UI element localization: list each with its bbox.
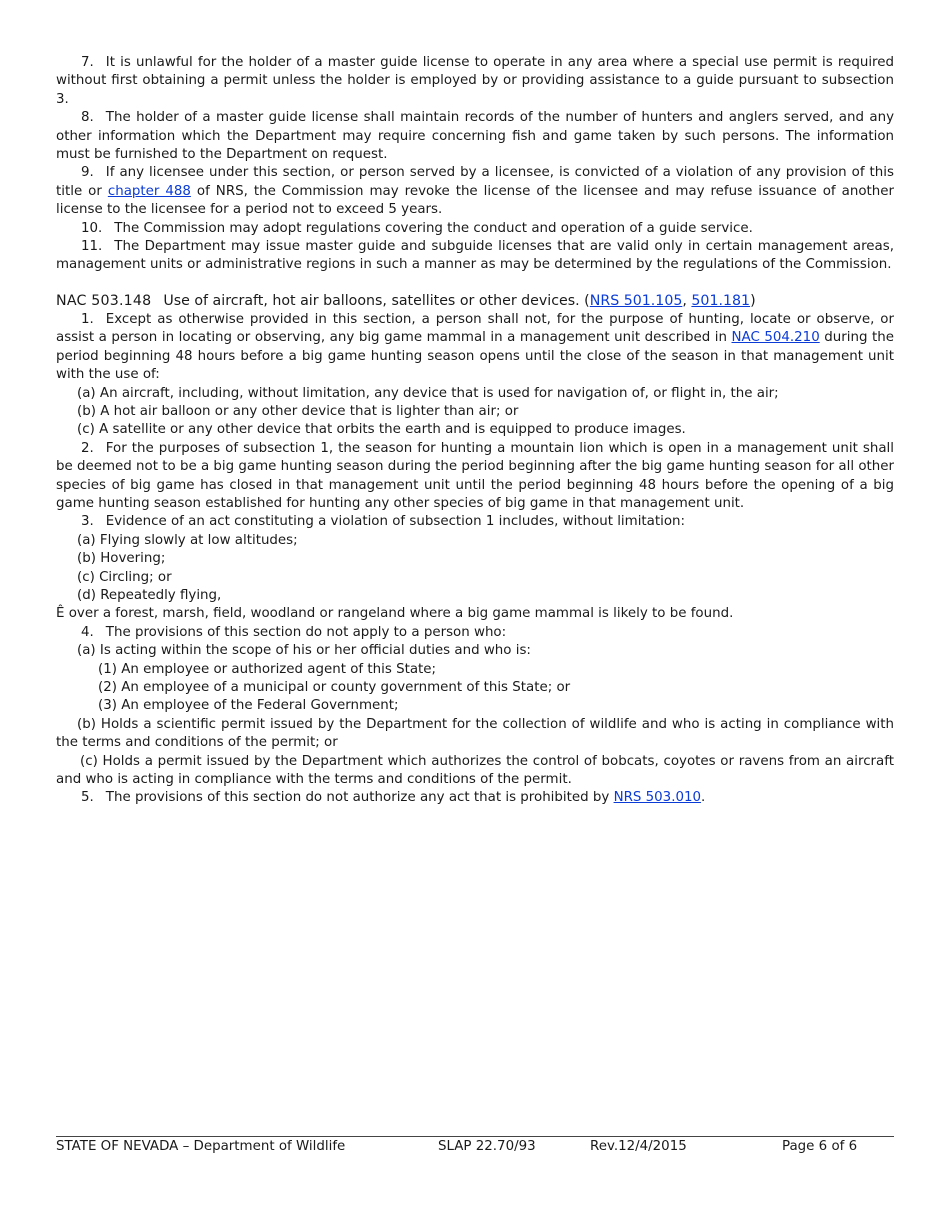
nrs-503-010-link[interactable]: NRS 503.010 — [613, 790, 702, 806]
item-10: 10. The Commission may adopt regulations covering the conduct and operation of a guide service. — [81, 220, 753, 236]
item-7: 7. It is unlawful for the holder of a master guide license to operate in any area where a special use permit is required without first obtaining a permit unless the holder is employed by or providing assistance to a guide pursuant to subsection 3. — [56, 55, 894, 107]
nrs-501-105-link[interactable]: NRS 501.105 — [589, 292, 683, 309]
subsection-3-d: (d) Repeatedly flying, — [77, 587, 222, 603]
footer-agency: STATE OF NEVADA – Department of Wildlife — [56, 1139, 346, 1154]
subsection-3-a: (a) Flying slowly at low altitudes; — [77, 532, 298, 548]
footer-slap: SLAP 22.70/93 — [438, 1139, 536, 1154]
subsection-5: 5. The provisions of this section do not authorize any act that is prohibited by NRS 503.010. — [81, 790, 706, 806]
document-body — [56, 54, 894, 808]
item-9: 9. If any licensee under this section, or person served by a licensee, is convicted of a violation of any provision of this title or chapter 488 of NRS, the Commission may revoke the license of the licensee and may refuse issuance of another license to the licensee for a period not to exceed 5 years. — [56, 165, 894, 218]
subsection-4: 4. The provisions of this section do not apply to a person who: — [81, 624, 507, 640]
subsection-2: 2. For the purposes of subsection 1, the season for hunting a mountain lion which is open in a management unit shall be deemed not to be a big game hunting season during the period beginning after the big game hunting season for all other species of big game has closed in that management unit until the period beginning 48 hours before the opening of a big game hunting season established for hunting any other species of big game in that management unit. — [56, 440, 894, 511]
subsection-1-c: (c) A satellite or any other device that orbits the earth and is equipped to produce images. — [77, 422, 686, 438]
subsection-3: 3. Evidence of an act constituting a violation of subsection 1 includes, without limitation: — [81, 514, 686, 530]
subsection-3-b: (b) Hovering; — [77, 551, 166, 567]
chapter-488-link[interactable]: chapter 488 — [107, 183, 191, 199]
footer-revision: Rev.12/4/2015 — [590, 1139, 687, 1154]
nrs-501-181-link[interactable]: 501.181 — [691, 292, 751, 309]
subsection-4-a-3: (3) An employee of the Federal Government; — [98, 698, 399, 714]
section-heading: NAC 503.148 Use of aircraft, hot air balloons, satellites or other devices. (NRS 501.105, 501.181) — [56, 292, 756, 309]
subsection-4-a-1: (1) An employee or authorized agent of this State; — [98, 661, 437, 677]
subsection-4-a: (a) Is acting within the scope of his or her official duties and who is: — [77, 643, 531, 659]
subsection-4-b: (b) Holds a scientific permit issued by the Department for the collection of wildlife and who is acting in compliance with the terms and conditions of the permit; or — [56, 716, 894, 751]
nac-504-210-link[interactable]: NAC 504.210 — [731, 330, 820, 346]
subsection-4-c: (c) Holds a permit issued by the Department which authorizes the control of bobcats, coyotes or ravens from an aircraft and who is acting in compliance with the terms and conditions of the permit. — [56, 753, 894, 788]
item-8: 8. The holder of a master guide license shall maintain records of the number of hunters and anglers served, and any other information which the Department may require concerning fish and game taken by such persons. The information must be furnished to the Department on request. — [56, 110, 894, 163]
footer-page-number: Page 6 of 6 — [782, 1139, 858, 1154]
subsection-3-c: (c) Circling; or — [77, 569, 172, 585]
subsection-1: 1. Except as otherwise provided in this section, a person shall not, for the purpose of hunting, locate or observe, or assist a person in locating or observing, any big game mammal in a management unit described in NAC 504.210 during the period beginning 48 hours before a big game hunting season opens until the close of the season in that management unit with the use of: — [56, 311, 894, 383]
page-footer — [56, 1136, 894, 1154]
subsection-4-a-2: (2) An employee of a municipal or county government of this State; or — [98, 680, 571, 695]
subsection-1-a: (a) An aircraft, including, without limitation, any device that is used for navigation of, or flight in, the air; — [77, 385, 779, 401]
subsection-3-tail: Ê over a forest, marsh, field, woodland or rangeland where a big game mammal is likely to be found. — [56, 606, 734, 622]
subsection-1-b: (b) A hot air balloon or any other device that is lighter than air; or — [77, 403, 519, 419]
item-11: 11. The Department may issue master guide and subguide licenses that are valid only in certain management areas, management units or administrative regions in such a manner as may be determined by the regulations of the Commission. — [56, 239, 894, 273]
